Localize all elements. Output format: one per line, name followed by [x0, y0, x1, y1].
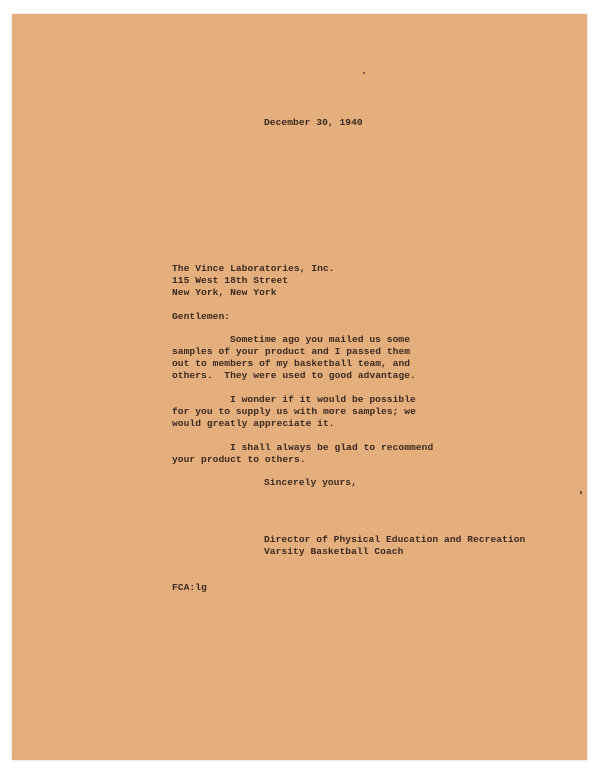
paragraph-2-line-2: for you to supply us with more samples; we	[172, 406, 416, 417]
closing: Sincerely yours,	[264, 477, 357, 488]
paragraph-3-line-2: your product to others.	[172, 454, 306, 465]
paragraph-2-line-1: I wonder if it would be possible	[230, 394, 416, 405]
paragraph-3-line-1: I shall always be glad to recommend	[230, 442, 434, 453]
reference-initials: FCA:lg	[172, 582, 207, 593]
signature-title-1: Director of Physical Education and Recreation	[264, 534, 526, 545]
paper-speck	[363, 72, 365, 74]
recipient-street: 115 West 18th Street	[172, 275, 289, 286]
letter-date: December 30, 1940	[264, 117, 363, 128]
letter-page	[12, 14, 587, 760]
paragraph-1-line-4: others. They were used to good advantage.	[172, 370, 416, 381]
paragraph-2-line-3: would greatly appreciate it.	[172, 418, 335, 429]
paper-speck	[580, 491, 582, 494]
paragraph-1-line-2: samples of your product and I passed them	[172, 346, 411, 357]
salutation: Gentlemen:	[172, 311, 231, 322]
recipient-name: The Vince Laboratories, Inc.	[172, 263, 335, 274]
signature-title-2: Varsity Basketball Coach	[264, 546, 404, 557]
recipient-city: New York, New York	[172, 287, 277, 298]
paragraph-1-line-3: out to members of my basketball team, and	[172, 358, 411, 369]
paragraph-1-line-1: Sometime ago you mailed us some	[230, 334, 411, 345]
